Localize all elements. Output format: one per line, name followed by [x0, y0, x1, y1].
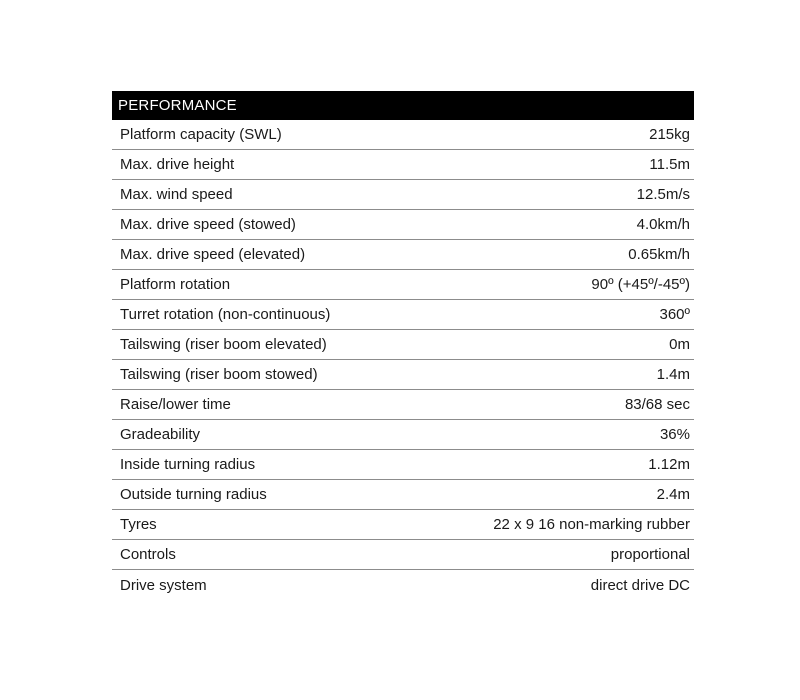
table-row: [112, 240, 694, 270]
row-value: 90º (+45º/-45º): [591, 276, 690, 293]
row-label: Tailswing (riser boom stowed): [120, 366, 318, 383]
row-value: 4.0km/h: [636, 216, 690, 233]
table-row: [112, 270, 694, 300]
table-row: [112, 510, 694, 540]
row-value: 11.5m: [649, 156, 690, 173]
row-value: 12.5m/s: [636, 186, 690, 203]
row-label: Raise/lower time: [120, 396, 231, 413]
table-row: [112, 180, 694, 210]
table-row: [112, 390, 694, 420]
table-row: [112, 300, 694, 330]
row-label: Platform rotation: [120, 276, 231, 293]
row-value: 1.12m: [648, 456, 690, 473]
row-value: 0.65km/h: [628, 246, 690, 263]
table-row: [112, 210, 694, 240]
table-row: [112, 360, 694, 390]
row-value: 2.4m: [656, 486, 690, 503]
row-label: Max. drive speed (stowed): [120, 216, 296, 233]
table-row: [112, 420, 694, 450]
table-header: PERFORMANCE: [112, 91, 694, 120]
table-row: [112, 120, 694, 150]
row-value: 360º: [659, 306, 690, 323]
performance-spec-table: [112, 91, 694, 600]
row-label: Tailswing (riser boom elevated): [120, 336, 327, 353]
row-value: 215kg: [649, 126, 690, 143]
row-value: 1.4m: [656, 366, 690, 383]
row-label: Platform capacity (SWL): [120, 126, 282, 143]
row-value: 36%: [659, 426, 690, 443]
row-label: Controls: [120, 546, 176, 563]
row-label: Max. wind speed: [120, 186, 233, 203]
row-label: Outside turning radius: [120, 486, 267, 503]
table-row: [112, 150, 694, 180]
row-value: 22 x 9 16 non-marking rubber: [493, 516, 690, 533]
row-value: proportional: [610, 546, 690, 563]
table-row: [112, 330, 694, 360]
row-value: 0m: [669, 336, 690, 353]
row-label: Tyres: [120, 516, 157, 533]
row-value: direct drive DC: [590, 576, 690, 594]
row-label: Gradeability: [120, 426, 201, 443]
row-label: Inside turning radius: [120, 456, 256, 473]
table-row: [112, 450, 694, 480]
row-label: Max. drive speed (elevated): [120, 246, 306, 263]
table-row: [112, 570, 694, 600]
row-label: Turret rotation (non-continuous): [120, 306, 331, 323]
row-value: 83/68 sec: [624, 396, 690, 413]
row-label: Drive system: [120, 576, 207, 594]
table-row: [112, 540, 694, 570]
row-label: Max. drive height: [120, 156, 235, 173]
table-row: [112, 480, 694, 510]
